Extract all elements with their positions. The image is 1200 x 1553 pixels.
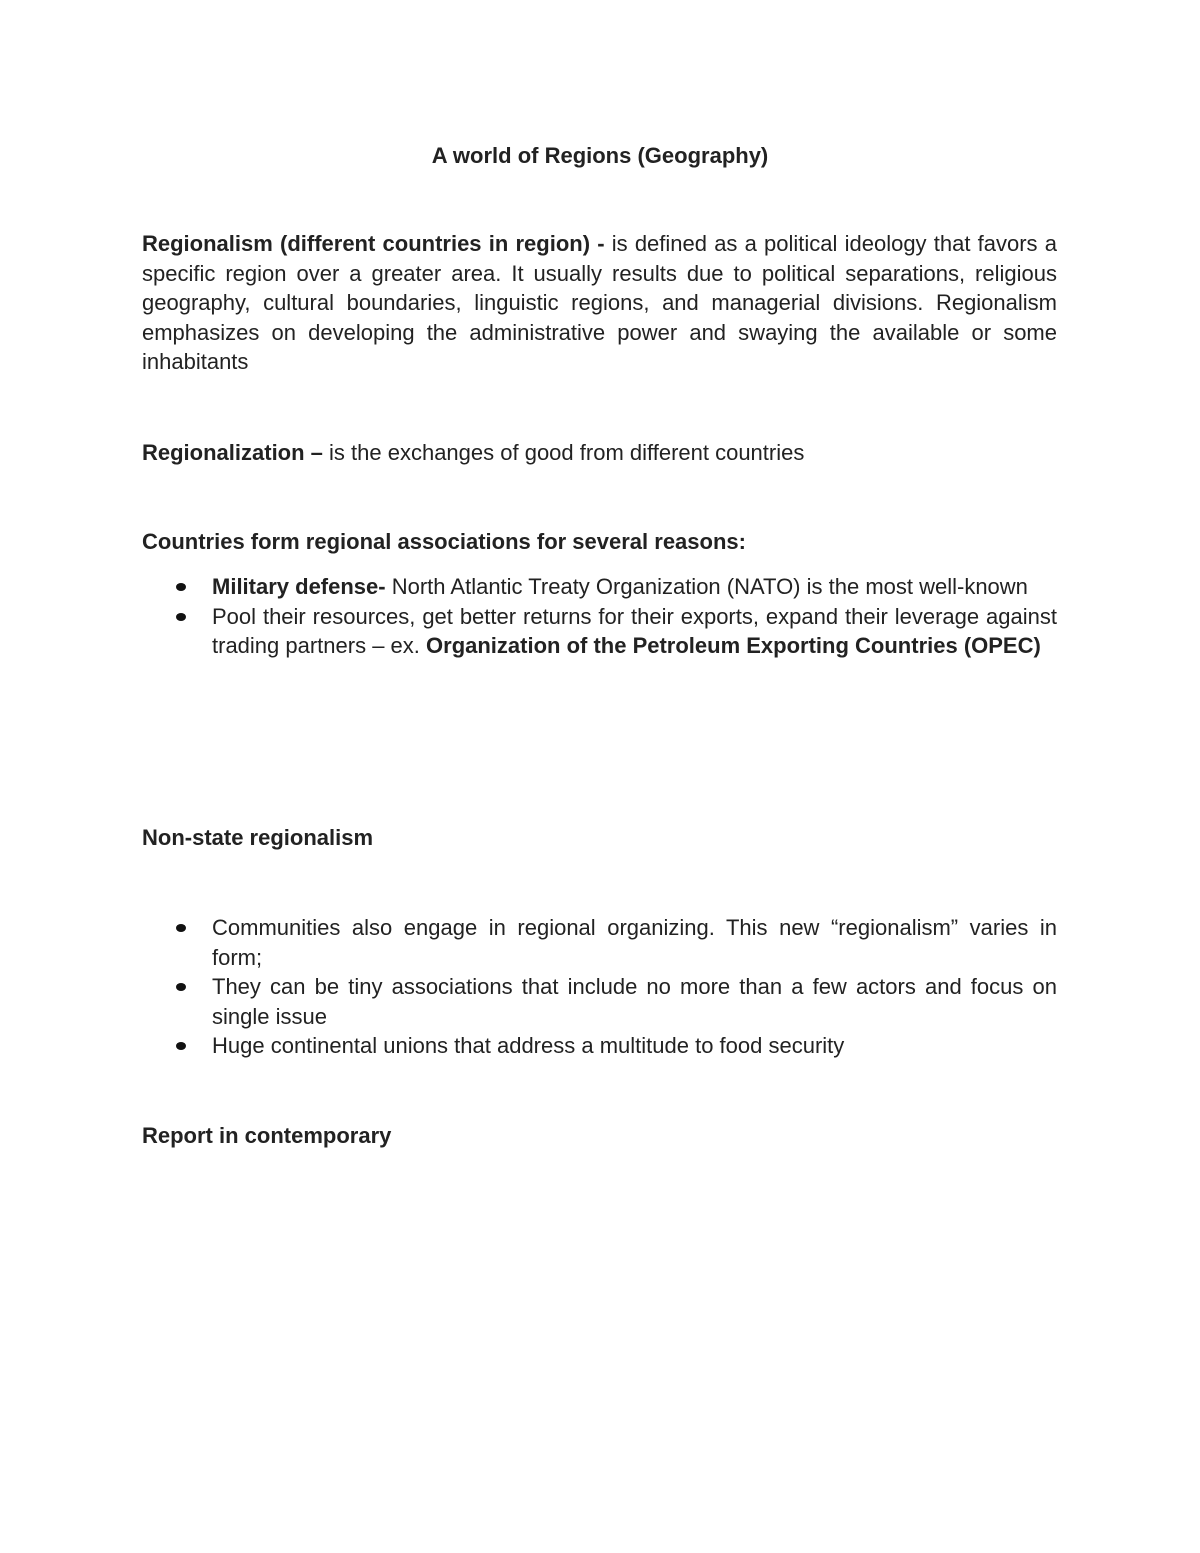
bullet-icon bbox=[176, 1042, 186, 1050]
reason-opec-label: Organization of the Petroleum Exporting Countries (OPEC) bbox=[426, 633, 1041, 658]
list-item bbox=[142, 572, 1057, 602]
bullet-icon bbox=[176, 613, 186, 621]
bullet-icon bbox=[176, 983, 186, 991]
nonstate-list bbox=[142, 913, 1057, 1061]
regionalization-definition: is the exchanges of good from different countries bbox=[322, 440, 805, 465]
bullet-icon bbox=[176, 924, 186, 932]
nonstate-heading: Non-state regionalism bbox=[142, 825, 374, 850]
regionalism-definition: is defined as a political ideology that favors a specific region over a greater area. It usually results due to political separations, religious geography, cultural boundaries, linguistic regions, and managerial divisions. Regionalism emphasizes on developing the administrative power and swaying the available or some inhabitants bbox=[142, 231, 1057, 374]
list-item bbox=[142, 602, 1057, 661]
document-title: A world of Regions (Geography) bbox=[431, 143, 769, 168]
list-item bbox=[142, 972, 1057, 1031]
report-heading: Report in contemporary bbox=[142, 1123, 392, 1148]
nonstate-item-text: They can be tiny associations that include no more than a few actors and focus on single issue bbox=[212, 974, 1057, 1029]
list-item bbox=[142, 913, 1057, 972]
regionalization-term: Regionalization – bbox=[142, 440, 323, 465]
bullet-icon bbox=[176, 583, 186, 591]
reason-military-text: North Atlantic Treaty Organization (NATO) is the most well-known bbox=[385, 574, 1028, 599]
list-item bbox=[142, 1031, 1057, 1061]
reasons-heading: Countries form regional associations for several reasons: bbox=[142, 529, 746, 554]
reason-military-label: Military defense- bbox=[212, 574, 386, 599]
reason-resources-text: Pool their resources, get better returns for their exports, expand their leverage against trading partners – ex. bbox=[212, 603, 1057, 658]
regionalism-paragraph bbox=[142, 229, 1057, 377]
nonstate-item-text: Huge continental unions that address a multitude to food security bbox=[212, 1033, 845, 1058]
nonstate-item-text: Communities also engage in regional organizing. This new “regionalism” varies in form; bbox=[212, 915, 1057, 970]
regionalism-term: Regionalism (different countries in region) - bbox=[142, 231, 605, 256]
reasons-list bbox=[142, 572, 1057, 661]
regionalization-paragraph bbox=[142, 438, 1057, 468]
